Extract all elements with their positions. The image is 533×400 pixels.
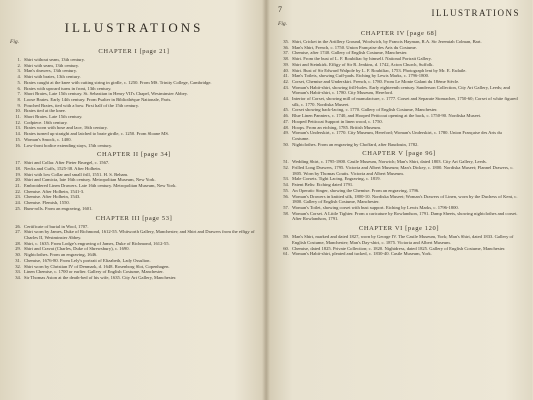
figure-number: 48.: [283, 124, 289, 130]
figure-caption: Certificate of burial in Wool, 1707.: [24, 223, 89, 229]
figure-number: 45.: [283, 107, 289, 113]
figure-caption: Corset, Chemise and Underskirt. French, c. 1780. From Le Monte Galant du 18ème Siècle.: [292, 78, 460, 84]
figure-caption: Chemise. After Holbein, 1543.: [24, 194, 81, 200]
figure-number: 39.: [283, 61, 289, 67]
figure-number: 30.: [15, 252, 21, 258]
figure-caption: Braies turned up straight and latched to braie girdle, c. 1250. From Sloane MS.: [24, 131, 170, 137]
figure-caption: Necks and Cuffs, 1525-38. After Holbein.: [24, 165, 101, 171]
figure-number: 1.: [17, 57, 21, 62]
illustration-entry: [10, 143, 258, 149]
page-number: 7: [278, 5, 282, 14]
figure-caption: Shirt with low Collar and small frill, 1551. H. S. Beham.: [24, 171, 129, 177]
figure-caption: Woman's Underskirt, c. 1770. City Museum, Hereford; Woman's Underskirt, c. 1780. Union Française des Arts du Costume.: [292, 130, 502, 141]
figure-caption: Interior of Corset, showing mill of manufacture, c. 1777. Corset and Separate Stomacher, 1750-60; Corset of white figured silk, c. 1770. Nordiska Museet.: [292, 96, 518, 107]
figure-number: 51.: [283, 159, 289, 165]
figure-number: 11.: [15, 114, 21, 120]
figure-number: 13.: [15, 125, 21, 131]
figure-number: 34.: [15, 274, 21, 280]
figure-number: 29.: [15, 246, 21, 252]
left-page: [0, 0, 266, 400]
chapter-heading: CHAPTER V [page 96]: [362, 150, 436, 158]
illustration-entry: [278, 194, 520, 205]
figure-caption: Braies with upward turns in front, 13th century.: [24, 85, 112, 91]
figure-number: 2.: [17, 62, 21, 68]
figure-number: 47.: [283, 118, 289, 124]
figure-number: 19.: [15, 171, 21, 177]
figure-number: 12.: [15, 119, 21, 125]
figure-caption: Woman's Habit-shirt, showing frill-holes. Early eighteenth century. Sanderson Collection, City Art Gallery, Leeds; and Woman's Habit-shirt, c. 1780. City Museum, Hereford.: [292, 84, 511, 96]
left-chapter-list: [10, 48, 258, 281]
figure-caption: Chemise, after 1740. Gallery of English Costume, Manchester.: [292, 50, 408, 56]
illustration-entry: [278, 85, 520, 96]
figure-number: 6.: [17, 85, 21, 91]
figure-number: 38.: [283, 56, 289, 62]
figure-caption: Chemise, dated 1825. Private Collection; c. 1820. Nightdress, dated 1825. Gallery of English Costume, Manchester.: [292, 245, 506, 251]
figure-caption: Hoops. From an etching, 1785. British Museum.: [292, 124, 382, 130]
figure-caption: Shirt worn by Christian IV of Denmark, d. 1648. Rosenborg Slot, Copenhagen.: [24, 263, 170, 269]
figure-caption: Codpiece. 16th century.: [24, 119, 68, 125]
figure-caption: Shirt. From the bust of L. F. Roubiliac by himself. National Portrait Gallery.: [292, 56, 432, 62]
figure-number: 9.: [17, 102, 21, 108]
chapter-heading: CHAPTER II [page 34]: [97, 151, 171, 159]
figure-number: 10.: [15, 108, 21, 114]
figure-caption: Braies tied at the knee.: [24, 108, 66, 114]
right-page: [266, 0, 532, 400]
figure-number: 4.: [17, 74, 21, 80]
figure-caption: Nightclothes. From an engraving by Choffard, after Baudouin, 1782.: [292, 141, 419, 147]
figure-caption: Woman's Drawers in knitted silk, 1800-10. Nordiska Museet; Woman's Drawers of Linen, worn by the Duchess of Kent, c. 1800. Gallery of English Costume, Manchester.: [292, 193, 518, 205]
figure-caption: Shirt and Camicia, late 16th century. Metropolitan Museum, New York.: [24, 177, 156, 183]
figure-number: 50.: [283, 141, 289, 147]
figure-caption: Man's Shirt, marked and dated 1827, worn by George IV. The Castle Museum, York; Man's Shirt, dated 1833. Gallery of English Costume, Manchester; Man's Day-shirt, c. 1875. Victoria and Albert Museum.: [292, 234, 514, 245]
illustration-entry: [278, 234, 520, 245]
figure-number: 40.: [283, 67, 289, 73]
figure-number: 22.: [15, 188, 21, 194]
illustration-entry: [278, 130, 520, 141]
illustration-entry: [278, 142, 520, 148]
figure-number: 33.: [15, 269, 21, 275]
figure-number: 3.: [17, 68, 21, 74]
figure-caption: Shirt. Bust of Sir Edward Walpole by L. F. Roubiliac, 1753. Photograph lent by Mr. E. Esdaile.: [292, 67, 467, 73]
fig-column-label: Fig.: [278, 21, 288, 27]
figure-caption: Woman's Smock, c. 1400.: [24, 136, 72, 142]
figure-caption: Woman's Habit-shirt, pleated and tucked, c. 1830-40. Castle Museum, York.: [292, 251, 432, 257]
illustration-entry: [278, 96, 520, 107]
illustration-entry: [278, 251, 520, 257]
right-chapter-list: [278, 30, 520, 257]
figure-number: 46.: [283, 113, 289, 119]
figure-caption: Embroidered Linen Drawers. Late 16th century. Metropolitan Museum, New York.: [24, 183, 177, 189]
figure-caption: An Operatic Singer, showing the Chemise. From an engraving, 1796.: [292, 187, 420, 193]
figure-caption: Shirt and Collar. After Pieter Bruegel, c. 1567.: [24, 160, 110, 166]
figure-caption: Shirt without seam, 13th century.: [24, 57, 85, 62]
figure-caption: Hooped Petticoat Support in linen wood, c. 1750.: [292, 118, 383, 124]
figure-number: 36.: [283, 44, 289, 50]
figure-number: 55.: [283, 187, 289, 193]
illustration-entry: [278, 211, 520, 222]
figure-caption: Blue Linen Panniers, c. 1740, and Hooped Petticoat opening at the back, c. 1750-90. Nordiska Museet.: [292, 113, 482, 119]
figure-number: 43.: [283, 84, 289, 90]
figure-number: 37.: [283, 50, 289, 56]
figure-number: 56.: [283, 193, 289, 199]
figure-number: 24.: [15, 200, 21, 206]
figure-caption: Patent Belts: Etching dated 1791.: [292, 182, 354, 188]
figure-number: 31.: [15, 257, 21, 263]
figure-caption: Chemise. After Holbein, 1541-3.: [24, 188, 85, 194]
figure-number: 20.: [15, 177, 21, 183]
figure-number: 49.: [283, 130, 289, 136]
figure-caption: Man's Shirt, French, c. 1750. Union Française des Arts du Costume.: [292, 44, 417, 50]
chapter-heading: CHAPTER IV [page 68]: [360, 30, 438, 37]
figure-number: 23.: [15, 194, 21, 200]
figure-number: 53.: [283, 176, 289, 182]
figure-number: 44.: [283, 96, 289, 102]
figure-caption: Man's drawers, 13th century.: [24, 68, 77, 74]
figure-number: 18.: [15, 165, 21, 171]
figure-caption: Braies caught at the knee with cutting string in girdle, c. 1250. From MS. Trinity College, Cambridge.: [24, 79, 212, 85]
figure-caption: Woman's Corset. A Little Tighter. From a caricature by Rowlandson, 1791. Damp Sheets, showing nightclothes and corset. After Rowlandson, 1791.: [292, 210, 518, 222]
figure-caption: Nightclothes. From an engraving, 1646.: [24, 252, 98, 258]
figure-caption: Wedding Shirt, c. 1795-1800. Castle Museum, Norwich; Man's Shirt, dated 1803. City Art Gallery, Leeds.: [292, 159, 487, 165]
figure-number: 16.: [15, 142, 21, 148]
figure-caption: Shirt and Steinkirk. Effigy of Sir R. Jenkins, d. 1742, Acton Church, Suffolk.: [292, 61, 434, 67]
figure-number: 52.: [283, 165, 289, 171]
figure-caption: Low-front bodice extending stays, 15th century.: [24, 142, 113, 148]
figure-number: 41.: [283, 73, 289, 79]
figure-caption: Braies worn with hose and lace, 16th century.: [24, 125, 108, 131]
figure-number: 7.: [17, 91, 21, 97]
figure-caption: Shirt, Cricket in the Artillery Ground, Woolwich, by Francis Hayman, R.A. Sir Jeremiah Colman, Bart.: [292, 39, 482, 44]
figure-number: 35.: [283, 39, 289, 44]
figure-caption: Pouched Braies, tied with a bow. First half of the 15th century.: [24, 102, 139, 108]
figure-caption: Man's Toilets, showing Cuff-pads. Etching by Lewis Marks, c. 1796-1800.: [292, 73, 430, 79]
figure-number: 32.: [15, 263, 21, 269]
figure-number: 5.: [17, 79, 21, 85]
figure-number: 54.: [283, 182, 289, 188]
figure-caption: Shirt with seam, 13th century.: [24, 62, 80, 68]
figure-number: 58.: [283, 210, 289, 216]
illustration-entry: [10, 275, 258, 281]
illustration-entry: [10, 229, 258, 240]
figure-number: 8.: [17, 96, 21, 102]
figure-number: 57.: [283, 204, 289, 210]
figure-caption: Male Corsets. Tight Lacing. Engraving, c. 1819.: [292, 176, 381, 182]
figure-caption: Corset showing back-lacing, c. 1770. Gallery of English Costume, Manchester.: [292, 107, 438, 113]
figure-caption: Shirt and Cravat (Charles, Duke of Shrewsbury), c. 1690.: [24, 246, 130, 252]
chapter-heading: CHAPTER VI [page 120]: [358, 225, 440, 233]
figure-caption: Sir Thomas Aston at the death-bed of his wife, 1635. City Art Gallery, Manchester.: [24, 274, 177, 280]
figure-number: 21.: [15, 183, 21, 189]
figure-number: 27.: [15, 229, 21, 235]
figure-caption: Woman's Toilet, showing corset with bust support. Etching by Lewis Marks, c. 1796-1800.: [292, 204, 459, 210]
figure-caption: Chemise. Flemish, 1550.: [24, 200, 70, 206]
book-gutter: [262, 0, 270, 400]
figure-caption: Shirt, c. 1635. From Lodge's engraving of James, Duke of Richmond, 1612-55.: [24, 240, 170, 246]
figure-number: 26.: [15, 223, 21, 229]
figure-number: 61.: [283, 251, 289, 257]
figure-caption: Chemise, 1676-80. From Lely's portrait of Elizabeth, Lady Ossulton.: [24, 257, 151, 263]
figure-number: 60.: [283, 245, 289, 251]
figure-number: 14.: [15, 131, 21, 137]
running-head: ILLUSTRATIONS: [431, 8, 520, 18]
figure-caption: Shirt with braies, 13th century.: [24, 74, 81, 80]
figure-number: 59.: [283, 234, 289, 240]
illustration-entry: [278, 165, 520, 176]
figure-caption: Short Braies. Late 15th century.: [24, 114, 83, 120]
fig-column-label: Fig.: [10, 39, 20, 45]
illustration-entry: [10, 206, 258, 212]
figure-caption: Shirt worn by James, Duke of Richmond, 1612-55. Whitworth Gallery, Manchester; and Shirt and Drawers from the effigy of Charles II, Westminster Abbey.: [24, 229, 255, 240]
figure-caption: Linen Chemise, c. 1700 or earlier. Gallery of English Costume, Manchester.: [24, 269, 164, 275]
figure-caption: Short Braies, Late 15th century. St. Sebastian in Henry VII's Chapel, Westminster Abbey.: [24, 91, 188, 97]
page-title: ILLUSTRATIONS: [64, 20, 204, 35]
figure-number: 17.: [15, 160, 21, 166]
figure-caption: Frilled Long Drawers, 1795. Victoria and Albert Museum; Man's Dickey, c. 1800. Nordiska Museet; Flannel Drawers, c. 1805. Worn by Thomas Coutts. Victoria and Albert Museum.: [292, 165, 514, 176]
figure-caption: Loose Braies. Early 14th century. From Psalter in Bibliothèque Nationale, Paris.: [24, 96, 172, 102]
chapter-heading: CHAPTER I [page 21]: [98, 48, 170, 55]
chapter-heading: CHAPTER III [page 53]: [95, 214, 173, 222]
figure-number: 15.: [15, 136, 21, 142]
figure-number: 42.: [283, 78, 289, 84]
figure-caption: Bum-rolls. From an engraving, 1601.: [24, 205, 93, 211]
figure-number: 28.: [15, 240, 21, 246]
figure-number: 25.: [15, 205, 21, 211]
